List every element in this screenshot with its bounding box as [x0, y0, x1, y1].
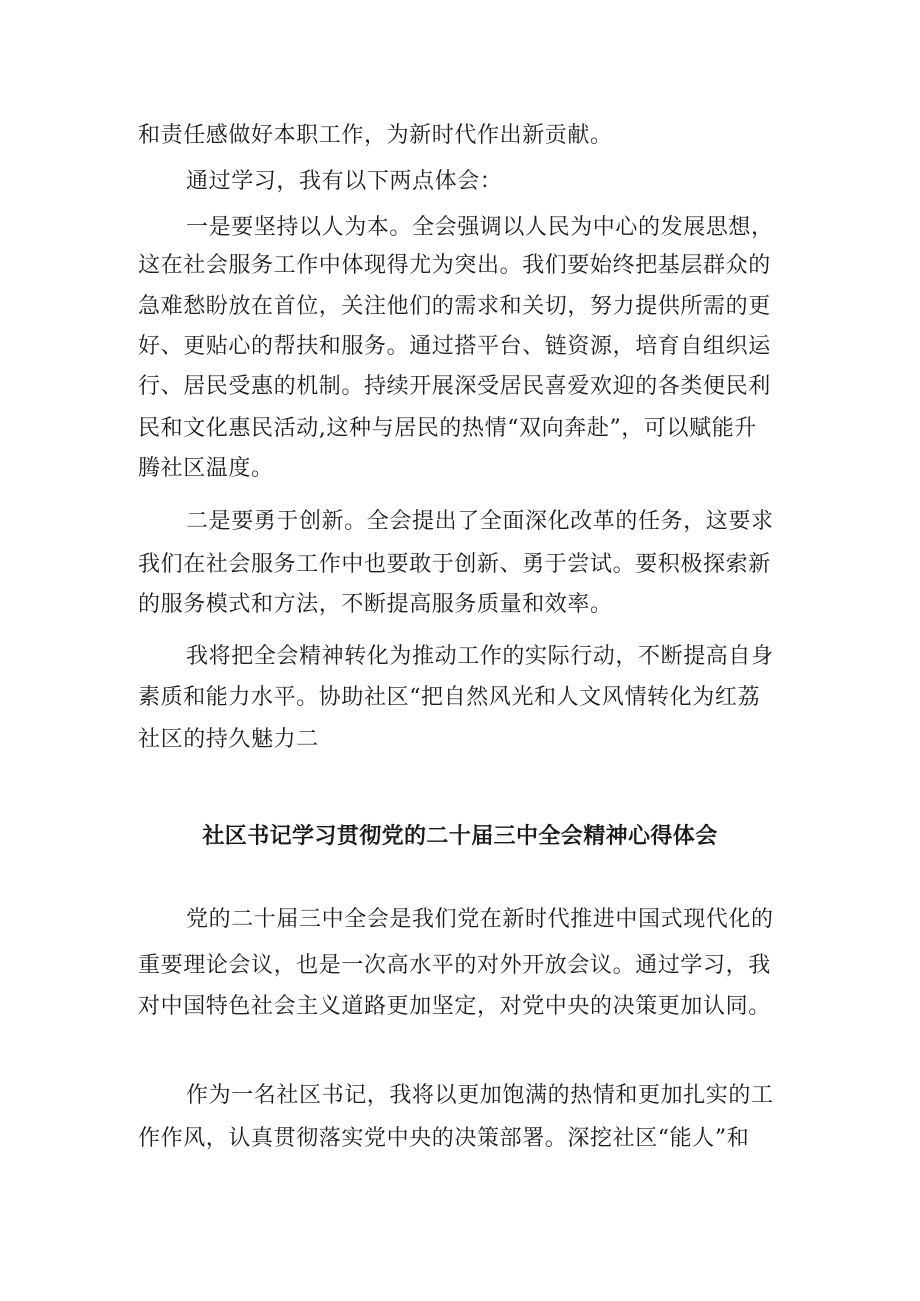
text-line: 一是要坚持以人为本。全会强调以人民为中心的发展思想， [186, 215, 774, 240]
text-line: 我将把全会精神转化为推动工作的实际行动，不断提高自身 [186, 644, 774, 669]
text-line: 急难愁盼放在首位，关注他们的需求和关切，努力提供所需的更 [138, 294, 771, 319]
text-line: 社区的持久魅力二 [138, 727, 319, 752]
text-line: 作为一名社区书记，我将以更加饱满的热情和更加扎实的工 [186, 1083, 774, 1108]
text-line: 作作风，认真贯彻落实党中央的决策部署。深挖社区“能人”和 [138, 1126, 750, 1151]
text-line: 重要理论会议，也是一次高水平的对外开放会议。通过学习，我 [138, 953, 771, 978]
text-line: 腾社区温度。 [138, 456, 274, 481]
text-line: 的服务模式和方法，不断提高服务质量和效率。 [138, 592, 613, 617]
text-line: 对中国特色社会主义道路更加坚定，对党中央的决策更加认同。 [138, 994, 771, 1019]
text-line: 二是要勇于创新。全会提出了全面深化改革的任务，这要求 [186, 509, 774, 534]
text-line: 党的二十届三中全会是我们党在新时代推进中国式现代化的 [186, 907, 774, 932]
section-heading: 社区书记学习贯彻党的二十届三中全会精神心得体会 [202, 824, 718, 849]
text-line: 这在社会服务工作中体现得尤为突出。我们要始终把基层群众的 [138, 253, 771, 278]
text-line: 我们在社会服务工作中也要敢于创新、勇于尝试。要积极探索新 [138, 552, 771, 577]
text-line: 民和文化惠民活动,这种与居民的热情“双向奔赴”，可以赋能升 [138, 416, 757, 441]
text-line: 通过学习，我有以下两点体会： [186, 169, 503, 194]
text-line: 和责任感做好本职工作，为新时代作出新贡献。 [138, 123, 613, 148]
text-line: 素质和能力水平。协助社区“把自然风光和人文风情转化为红荔 [138, 685, 761, 710]
text-line: 行、居民受惠的机制。持续开展深受居民喜爱欢迎的各类便民利 [138, 374, 771, 399]
text-line: 好、更贴心的帮扶和服务。通过搭平台、链资源，培育自组织运 [138, 334, 771, 359]
